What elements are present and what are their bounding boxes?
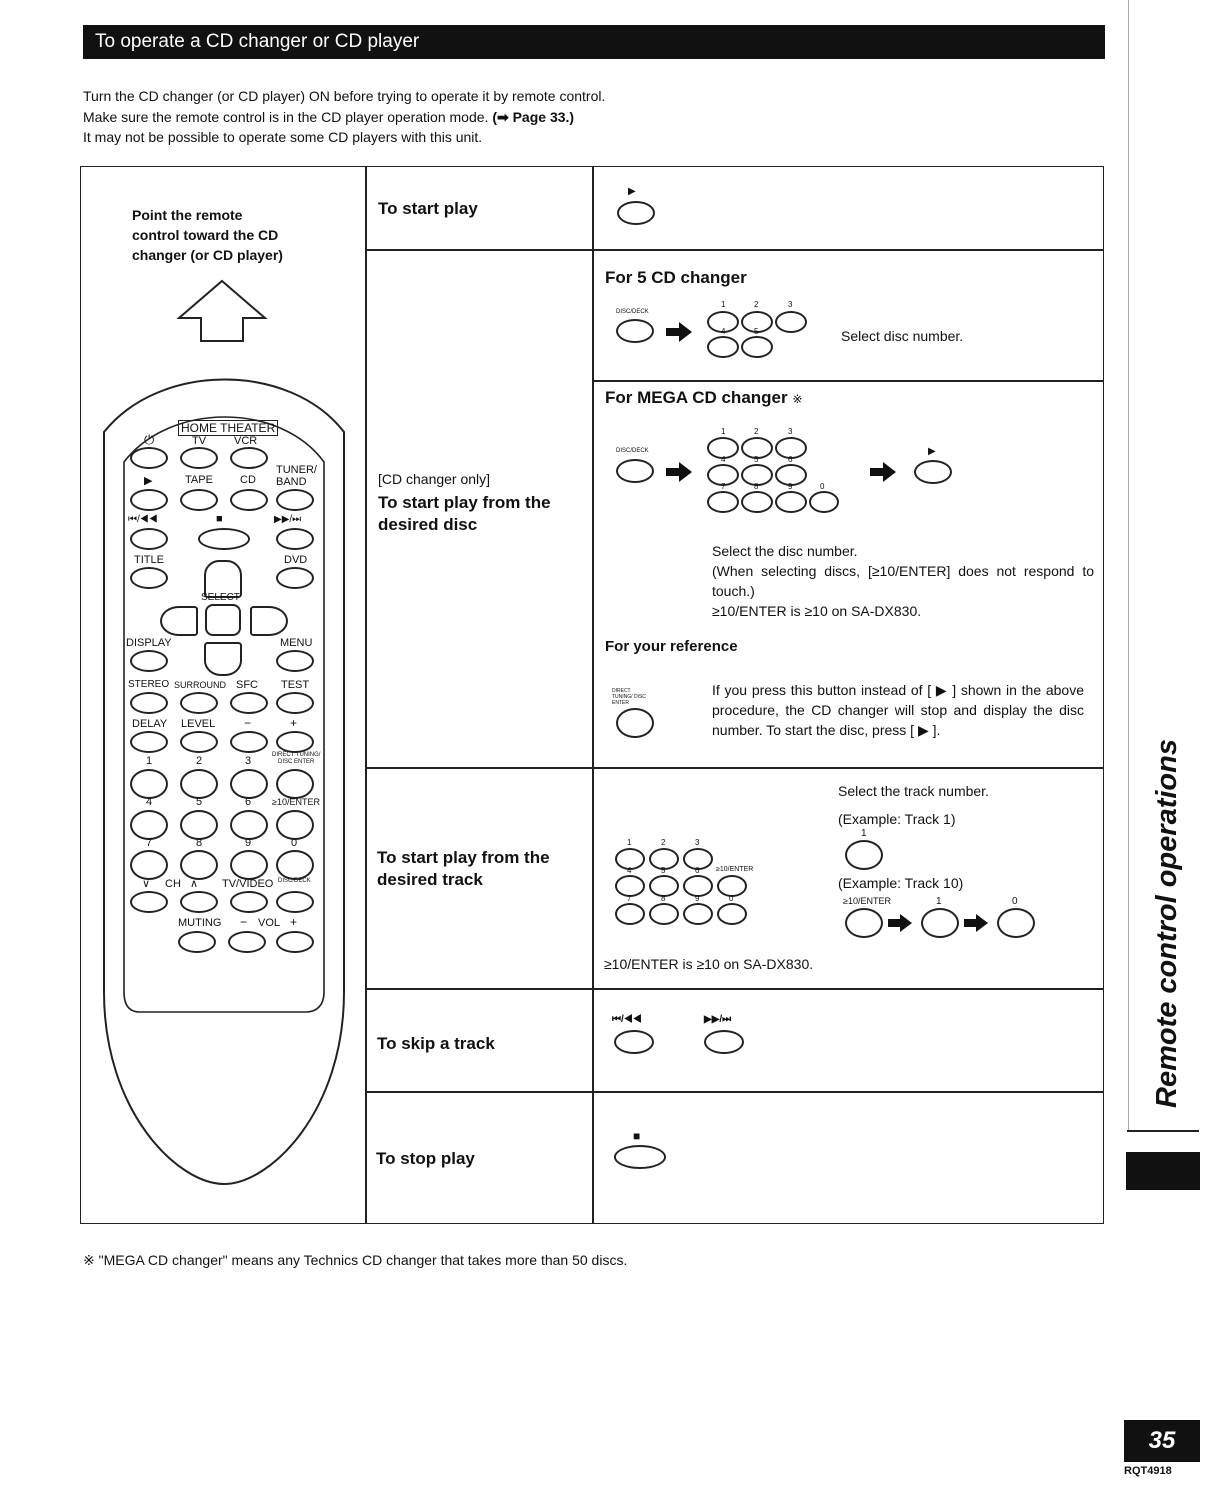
play-key[interactable]	[914, 460, 952, 484]
side-tab-text: Remote control operations	[1151, 739, 1183, 1108]
digit-label: 4	[146, 796, 153, 808]
row-label-start-track	[377, 847, 550, 891]
digit-label: 8	[754, 482, 759, 491]
surround-button[interactable]	[180, 692, 218, 714]
direct-tuning-text: DIRECT TUNING/	[272, 752, 321, 758]
row-label-line: To start play from the	[377, 848, 550, 867]
rewind-icon: ⏮/◀◀	[128, 514, 158, 525]
menu-label: MENU	[280, 637, 313, 649]
remote-instruction	[132, 205, 283, 265]
ch-label: CH	[165, 878, 181, 890]
track-instruction: Select the track number.	[838, 783, 989, 799]
ten-enter-key-label: ≥10/ENTER	[716, 866, 754, 873]
arrow-right-icon	[666, 322, 692, 342]
digit-label: 3	[788, 300, 793, 309]
vcr-button[interactable]	[230, 447, 268, 469]
menu-button[interactable]	[276, 650, 314, 672]
direct-tuning-key[interactable]	[616, 708, 654, 738]
digit-label: 1	[936, 896, 942, 907]
direct-tuning-button[interactable]	[276, 769, 314, 799]
digit-2-button[interactable]	[180, 769, 218, 799]
digit-label: 6	[695, 866, 700, 875]
table-divider	[365, 767, 1104, 769]
dvd-button[interactable]	[276, 567, 314, 589]
table-divider	[365, 166, 367, 1224]
digit-key[interactable]	[707, 491, 739, 513]
level-plus-button[interactable]	[276, 731, 314, 753]
vcr-label: VCR	[234, 435, 258, 447]
level-label: LEVEL	[181, 718, 216, 730]
digit-label: 5	[754, 455, 759, 464]
mega-cd-heading-text: For MEGA CD changer	[605, 388, 788, 407]
stereo-button[interactable]	[130, 692, 168, 714]
example-track-1: (Example: Track 1)	[838, 811, 956, 827]
digit-label: 0	[729, 894, 734, 903]
cd-changer-only-note: [CD changer only]	[378, 471, 491, 487]
page-reference: (➡ Page 33.)	[492, 109, 575, 125]
minus-label: −	[244, 716, 252, 730]
track-note: ≥10/ENTER is ≥10 on SA-DX830.	[604, 956, 814, 972]
vol-label: VOL	[258, 917, 281, 929]
digit-key[interactable]	[741, 491, 773, 513]
tuner-label: TUNER/	[276, 464, 317, 476]
digit-1-key[interactable]	[845, 840, 883, 870]
arrow-right-icon	[888, 914, 912, 932]
digit-key[interactable]	[775, 491, 807, 513]
arrow-right-icon	[666, 462, 692, 482]
tape-button[interactable]	[180, 489, 218, 511]
play-icon: ▶	[628, 186, 636, 197]
muting-button[interactable]	[178, 931, 216, 953]
digit-label: 2	[754, 427, 759, 436]
dvd-label: DVD	[284, 554, 308, 566]
digit-label: 1	[146, 755, 153, 767]
direct-tuning-label	[272, 752, 320, 766]
digit-3-button[interactable]	[230, 769, 268, 799]
test-button[interactable]	[276, 692, 314, 714]
digit-label: 6	[788, 455, 793, 464]
reference-heading: For your reference	[605, 638, 738, 655]
display-button[interactable]	[130, 650, 168, 672]
level-minus-button[interactable]	[230, 731, 268, 753]
digit-0-key[interactable]	[997, 908, 1035, 938]
cd-button[interactable]	[230, 489, 268, 511]
test-label: TEST	[281, 679, 310, 691]
skip-back-icon: ⏮/◀◀	[612, 1014, 642, 1025]
disc-enter-text: DISC ENTER	[278, 759, 315, 765]
digit-label: 5	[754, 327, 759, 336]
tv-button[interactable]	[180, 447, 218, 469]
tv-video-label: TV/VIDEO	[222, 878, 274, 890]
instruction-line: ≥10/ENTER is ≥10 on SA-DX830.	[712, 603, 922, 619]
cursor-left-button[interactable]	[160, 606, 198, 636]
row-label-start-disc	[378, 492, 551, 536]
digit-label: 2	[196, 755, 203, 767]
play-icon: ▶	[928, 446, 936, 457]
instruction-line: control toward the CD	[132, 227, 279, 243]
digit-4-button[interactable]	[130, 810, 168, 840]
skip-forward-key[interactable]	[704, 1030, 744, 1054]
level-button[interactable]	[180, 731, 218, 753]
page-edge-line	[1128, 0, 1129, 1130]
example-track-10: (Example: Track 10)	[838, 875, 964, 891]
delay-label: DELAY	[132, 718, 168, 730]
digit-label: 7	[627, 894, 632, 903]
surround-label: SURROUND	[174, 680, 227, 690]
digit-9-button[interactable]	[230, 850, 268, 880]
instruction-line: changer (or CD player)	[132, 247, 283, 263]
stop-key[interactable]	[614, 1145, 666, 1169]
instruction-line: (When selecting discs, [≥10/ENTER] does not respond to touch.)	[712, 563, 1094, 599]
table-divider	[365, 988, 1104, 990]
direct-tuning-key-label: DIRECT TUNING/ DISC ENTER	[612, 688, 646, 706]
power-button[interactable]	[130, 447, 168, 469]
arrow-right-icon	[870, 462, 896, 482]
digit-label: 3	[788, 427, 793, 436]
cd-label: CD	[240, 474, 256, 486]
digit-label: 3	[695, 838, 700, 847]
digit-label: 5	[196, 796, 203, 808]
footnote-mark: ※	[792, 392, 803, 406]
tv-video-button[interactable]	[230, 891, 268, 913]
play-key[interactable]	[617, 201, 655, 225]
table-divider	[365, 1091, 1104, 1093]
side-tab-rule	[1127, 1130, 1199, 1132]
digit-label: 6	[245, 796, 252, 808]
disc-deck-button[interactable]	[276, 891, 314, 913]
row-label-start-play: To start play	[378, 199, 478, 218]
row-label-line: To start play from the	[378, 493, 551, 512]
power-icon: ⏻	[144, 432, 155, 447]
ten-enter-key[interactable]	[845, 908, 883, 938]
digit-label: 2	[661, 838, 666, 847]
stereo-label: STEREO	[128, 679, 170, 690]
digit-label: 7	[146, 837, 153, 849]
digit-label: 9	[245, 837, 252, 849]
cursor-down-button[interactable]	[204, 642, 242, 676]
disc-deck-key[interactable]	[616, 319, 654, 343]
digit-label: 0	[291, 837, 298, 849]
digit-label: 8	[661, 894, 666, 903]
table-divider	[365, 249, 1104, 251]
volume-down-button[interactable]	[228, 931, 266, 953]
digit-8-button[interactable]	[180, 850, 218, 880]
five-cd-instruction: Select disc number.	[841, 328, 964, 344]
tuner-band-label	[276, 464, 317, 488]
digit-label: 4	[627, 866, 632, 875]
reference-text: If you press this button instead of [ ▶ ] shown in the above procedure, the CD changer will stop and display the disc number. To start the disc, press [ ▶ ].	[712, 682, 1084, 738]
digit-label: 5	[661, 866, 666, 875]
tuner-band-button[interactable]	[276, 489, 314, 511]
intro-line-2-text: Make sure the remote control is in the CD player operation mode.	[83, 109, 489, 125]
vol-plus-label: +	[290, 915, 298, 929]
digit-label: 7	[721, 482, 726, 491]
ten-enter-label: ≥10/ENTER	[272, 797, 320, 807]
digit-label: 3	[245, 755, 252, 767]
fast-forward-icon: ▶▶/⏭	[274, 514, 302, 525]
digit-label: 4	[721, 455, 726, 464]
row-label-line: desired track	[377, 870, 483, 889]
digit-label: 2	[754, 300, 759, 309]
rewind-button[interactable]	[130, 528, 168, 550]
channel-up-button[interactable]	[180, 891, 218, 913]
disc-deck-key-label: DISC/DECK	[616, 309, 649, 315]
digit-key[interactable]	[717, 903, 747, 925]
section-side-tab	[1145, 700, 1185, 1110]
table-divider	[592, 380, 1104, 382]
section-title: To operate a CD changer or CD player	[83, 25, 1105, 59]
muting-label: MUTING	[178, 917, 222, 929]
select-label: SELECT	[201, 592, 240, 603]
digit-key[interactable]	[775, 311, 807, 333]
mega-cd-instruction	[712, 541, 1094, 621]
play-icon: ▶	[144, 475, 153, 487]
row-label-stop: To stop play	[376, 1149, 475, 1168]
delay-button[interactable]	[130, 731, 168, 753]
channel-down-icon: ∨	[142, 878, 151, 890]
sfc-label: SFC	[236, 679, 258, 691]
stop-icon: ■	[216, 513, 223, 525]
digit-key[interactable]	[649, 903, 679, 925]
digit-5-button[interactable]	[180, 810, 218, 840]
digit-label: 1	[861, 828, 867, 839]
title-button[interactable]	[130, 567, 168, 589]
digit-1-button[interactable]	[130, 769, 168, 799]
instruction-line: Select the disc number.	[712, 543, 858, 559]
row-label-line: desired disc	[378, 515, 478, 534]
digit-label: 1	[721, 300, 726, 309]
skip-forward-icon: ▶▶/⏭	[704, 1014, 732, 1025]
digit-key[interactable]	[741, 336, 773, 358]
digit-key[interactable]	[615, 903, 645, 925]
up-arrow-icon	[176, 278, 268, 344]
skip-back-key[interactable]	[614, 1030, 654, 1054]
intro-line-1: Turn the CD changer (or CD player) ON before trying to operate it by remote control.	[83, 88, 606, 104]
channel-up-icon: ∧	[190, 878, 199, 890]
disc-deck-key-label: DISC/DECK	[616, 448, 649, 454]
digit-key[interactable]	[707, 336, 739, 358]
digit-label: 4	[721, 327, 726, 336]
band-label: BAND	[276, 476, 307, 488]
arrow-right-icon	[964, 914, 988, 932]
volume-up-button[interactable]	[276, 931, 314, 953]
digit-1-key[interactable]	[921, 908, 959, 938]
page-number: 35	[1124, 1420, 1200, 1462]
select-button[interactable]	[205, 604, 241, 636]
cursor-right-button[interactable]	[250, 606, 288, 636]
display-label: DISPLAY	[126, 637, 172, 649]
digit-key[interactable]	[683, 903, 713, 925]
channel-down-button[interactable]	[130, 891, 168, 913]
digit-0-button[interactable]	[276, 850, 314, 880]
disc-deck-label: DISC/DECK	[278, 878, 311, 884]
stop-icon: ■	[633, 1129, 641, 1143]
play-button[interactable]	[130, 489, 168, 511]
sfc-button[interactable]	[230, 692, 268, 714]
digit-7-button[interactable]	[130, 850, 168, 880]
digit-label: 9	[788, 482, 793, 491]
digit-label: 8	[196, 837, 203, 849]
row-label-skip: To skip a track	[377, 1034, 495, 1053]
fast-forward-button[interactable]	[276, 528, 314, 550]
digit-key[interactable]	[809, 491, 839, 513]
home-theater-label: HOME THEATER	[178, 420, 278, 436]
plus-label: +	[290, 716, 298, 730]
title-label: TITLE	[134, 554, 164, 566]
footnote: ※ "MEGA CD changer" means any Technics CD changer that takes more than 50 discs.	[83, 1252, 628, 1268]
intro-line-2	[83, 109, 574, 126]
ten-enter-key-label: ≥10/ENTER	[843, 896, 891, 906]
section-marker	[1126, 1152, 1200, 1190]
intro-line-3: It may not be possible to operate some CD players with this unit.	[83, 129, 483, 145]
tv-label: TV	[192, 435, 207, 447]
digit-6-button[interactable]	[230, 810, 268, 840]
digit-label: 1	[627, 838, 632, 847]
digit-label: 0	[820, 482, 825, 491]
disc-deck-key[interactable]	[616, 459, 654, 483]
digit-label: 1	[721, 427, 726, 436]
table-divider	[592, 166, 594, 1224]
mega-cd-heading	[605, 388, 802, 408]
document-code: RQT4918	[1124, 1465, 1172, 1477]
digit-label: 0	[1012, 896, 1018, 907]
five-cd-heading: For 5 CD changer	[605, 268, 747, 287]
tape-label: TAPE	[185, 474, 213, 486]
stop-button[interactable]	[198, 528, 250, 550]
instruction-line: Point the remote	[132, 207, 243, 223]
ten-enter-button[interactable]	[276, 810, 314, 840]
vol-minus-label: −	[240, 915, 248, 929]
digit-label: 9	[695, 894, 700, 903]
